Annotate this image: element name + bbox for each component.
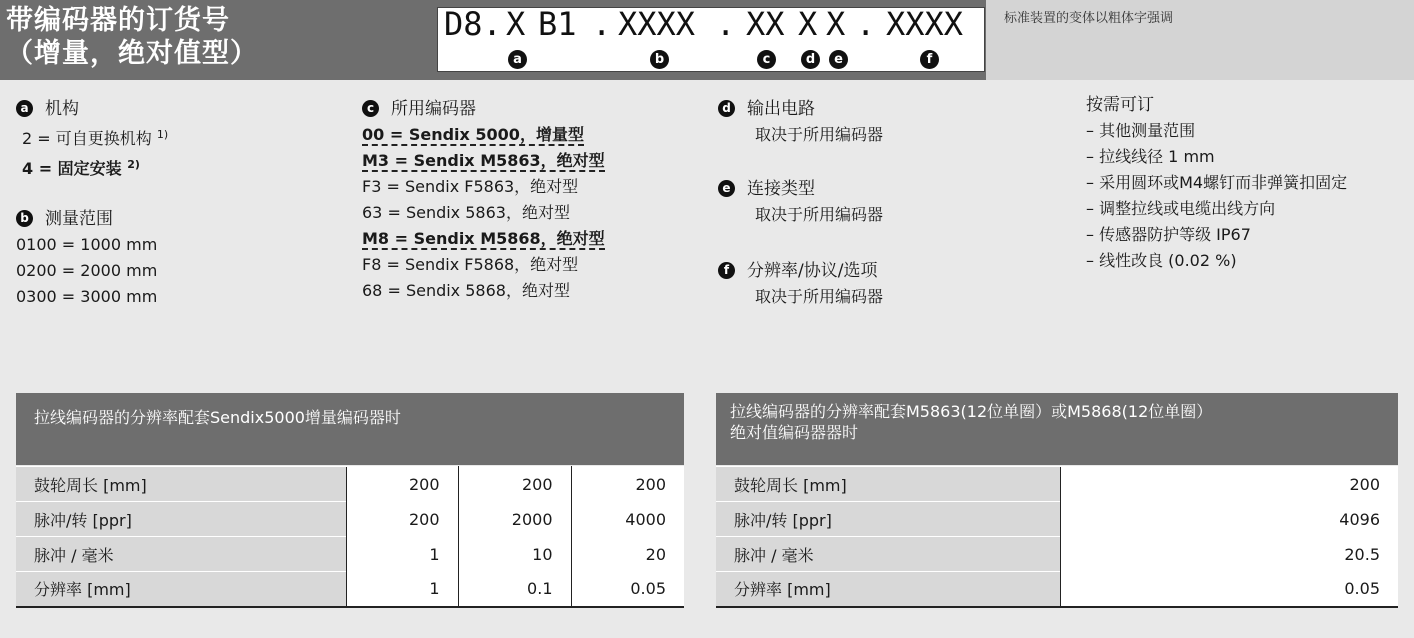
section-d-sub: 取决于所用编码器 (755, 125, 884, 144)
code-dot-3: . (856, 5, 876, 43)
badge-d-icon: d (801, 50, 820, 69)
table-cell: 4000 (571, 502, 684, 537)
table-cell: 0.05 (571, 572, 684, 607)
footnote-1: 1) (156, 128, 169, 141)
code-prefix: D8. (444, 5, 502, 43)
table-cell: 20 (571, 537, 684, 572)
table-row (16, 502, 684, 537)
section-f (718, 258, 883, 310)
section-a-item-1: 2 = 可自更换机构 (22, 129, 152, 148)
table-cell: 20.5 (1060, 537, 1398, 572)
encoder-option-f3: F3 = Sendix F5863，绝对型 (362, 177, 579, 196)
header-bar (0, 0, 986, 80)
optional-item-6: – 线性改良 (0.02 %) (1086, 251, 1237, 270)
optional-item-5: – 传感器防护等级 IP67 (1086, 225, 1251, 244)
table-cell: 4096 (1060, 502, 1398, 537)
code-e: X (826, 5, 846, 43)
badge-c-icon: c (757, 50, 776, 69)
encoder-option-m3: M3 = Sendix M5863，绝对型 (362, 151, 605, 170)
header-note-panel (986, 0, 1414, 80)
badge-d-icon: d (718, 100, 735, 117)
section-d (718, 96, 883, 148)
table2-title-line-1: 拉线编码器的分辨率配套M5863(12位单圈）或M5868(12位单圈） (730, 402, 1213, 421)
row-label: 分辨率 [mm] (16, 572, 346, 607)
section-e (718, 176, 883, 228)
badge-b-icon: b (16, 210, 33, 227)
section-b-item-3: 0300 = 3000 mm (16, 287, 158, 306)
table-cell: 200 (571, 467, 684, 502)
code-b: XXXX (618, 5, 696, 43)
section-b-item-2: 0200 = 2000 mm (16, 261, 158, 280)
row-label: 分辨率 [mm] (716, 572, 1060, 607)
badge-c-icon: c (362, 100, 379, 117)
table-cell: 0.05 (1060, 572, 1398, 607)
section-optional (1086, 92, 1414, 274)
row-label: 脉冲 / 毫米 (16, 537, 346, 572)
section-d-title: 输出电路 (747, 99, 815, 119)
table-cell: 200 (458, 467, 571, 502)
badge-a-icon: a (16, 100, 33, 117)
row-label: 脉冲 / 毫米 (716, 537, 1060, 572)
row-label: 鼓轮周长 [mm] (16, 467, 346, 502)
table-row (16, 467, 684, 502)
code-dot-2: . (716, 5, 736, 43)
encoder-option-63: 63 = Sendix 5863，绝对型 (362, 203, 570, 222)
table-row (716, 537, 1398, 572)
optional-item-1: – 其他测量范围 (1086, 121, 1196, 140)
table-row (16, 537, 684, 572)
section-a-item-2: 4 = 固定安装 (22, 159, 122, 178)
table-cell: 1 (346, 537, 458, 572)
section-e-title: 连接类型 (747, 179, 815, 199)
badge-a-icon: a (508, 50, 527, 69)
table-row (716, 467, 1398, 502)
table-row (716, 502, 1398, 537)
section-b (16, 206, 157, 310)
title-line-1: 带编码器的订货号 (6, 5, 230, 36)
encoder-option-68: 68 = Sendix 5868，绝对型 (362, 281, 570, 300)
section-e-sub: 取决于所用编码器 (755, 205, 884, 224)
optional-item-3: – 采用圆环或M4螺钉而非弹簧扣固定 (1086, 173, 1348, 192)
section-f-title: 分辨率/协议/选项 (747, 261, 878, 281)
page-title (6, 4, 258, 70)
row-label: 脉冲/转 [ppr] (716, 502, 1060, 537)
section-a-title: 机构 (45, 99, 79, 119)
table-cell: 200 (1060, 467, 1398, 502)
code-dot-1: . (592, 5, 612, 43)
code-b1: B1 (538, 5, 577, 43)
section-b-title: 测量范围 (45, 209, 113, 229)
section-c-title: 所用编码器 (391, 99, 476, 119)
resolution-table-incremental (16, 466, 684, 608)
section-b-item-1: 0100 = 1000 mm (16, 235, 158, 254)
table-row (16, 572, 684, 607)
row-label: 鼓轮周长 [mm] (716, 467, 1060, 502)
table-cell: 200 (346, 502, 458, 537)
table-cell: 1 (346, 572, 458, 607)
section-a (16, 96, 168, 182)
table-cell: 10 (458, 537, 571, 572)
optional-item-4: – 调整拉线或电缆出线方向 (1086, 199, 1276, 218)
section-c (362, 96, 605, 304)
table-cell: 200 (346, 467, 458, 502)
header-note: 标准装置的变体以粗体字强调 (1004, 11, 1174, 26)
footnote-2: 2) (127, 158, 140, 171)
table-row (716, 572, 1398, 607)
badge-f-icon: f (718, 262, 735, 279)
table1-title: 拉线编码器的分辨率配套Sendix5000增量编码器时 (34, 408, 401, 427)
optional-title: 按需可订 (1086, 95, 1154, 115)
badge-b-icon: b (650, 50, 669, 69)
row-label: 脉冲/转 [ppr] (16, 502, 346, 537)
badge-e-icon: e (718, 180, 735, 197)
table2-title-line-2: 绝对值编码器器时 (730, 423, 859, 442)
title-line-2: （增量，绝对值型） (6, 38, 258, 69)
encoder-option-f8: F8 = Sendix F5868，绝对型 (362, 255, 579, 274)
code-a: X (506, 5, 526, 43)
encoder-option-m8: M8 = Sendix M5868，绝对型 (362, 229, 605, 248)
encoder-option-00: 00 = Sendix 5000，增量型 (362, 125, 584, 144)
section-f-sub: 取决于所用编码器 (755, 287, 884, 306)
resolution-table-absolute (716, 466, 1398, 608)
table-cell: 0.1 (458, 572, 571, 607)
optional-item-2: – 拉线线径 1 mm (1086, 147, 1215, 166)
table-cell: 2000 (458, 502, 571, 537)
badge-f-icon: f (920, 50, 939, 69)
code-d: X (798, 5, 818, 43)
table2-header (716, 393, 1398, 465)
code-c: XX (746, 5, 785, 43)
badge-e-icon: e (829, 50, 848, 69)
table1-header (16, 393, 684, 465)
code-f: XXXX (886, 5, 964, 43)
